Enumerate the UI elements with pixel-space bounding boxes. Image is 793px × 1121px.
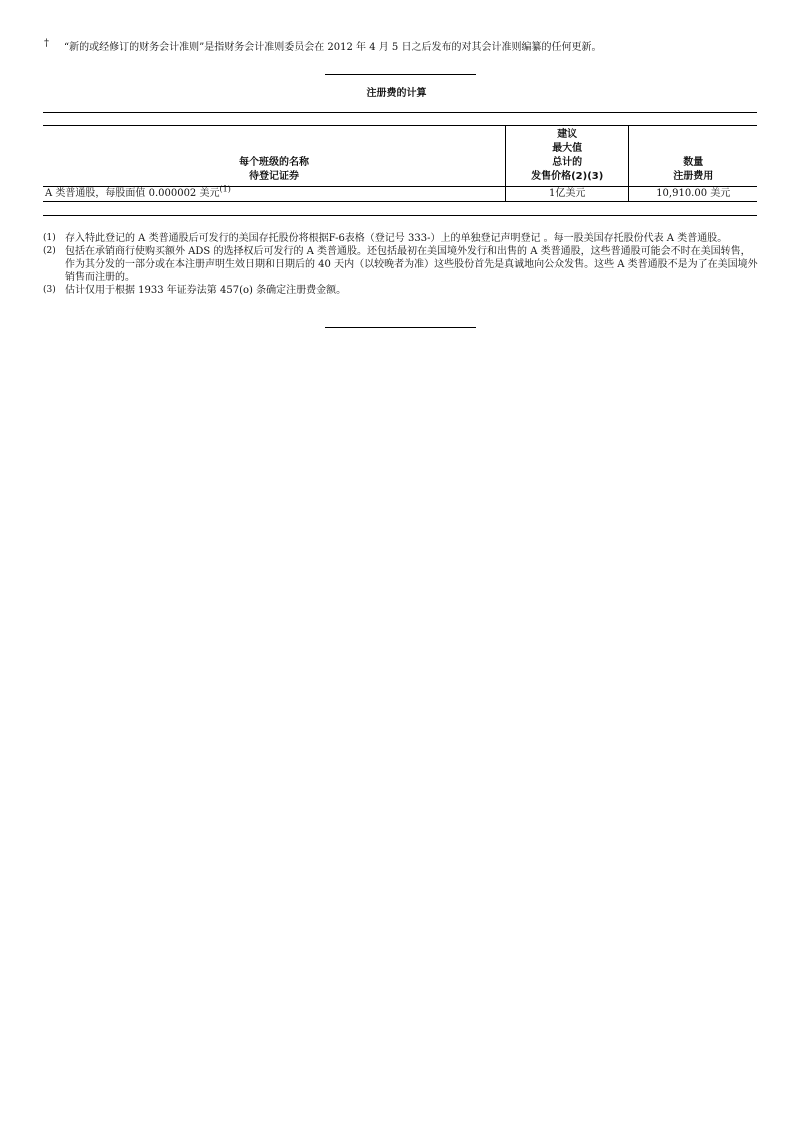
footnote-1-number: (1) — [43, 233, 56, 243]
footnote-1-text: 存入特此登记的 A 类普通股后可发行的美国存托股份将根据F-6表格（登记号 333-）上的单独登记声明登记 。每一股美国存托股份代表 A 类普通股。 — [65, 233, 728, 244]
footnote-3 — [43, 284, 759, 297]
bottom-divider — [325, 327, 476, 328]
header-price-line-3: 总计的 — [552, 157, 583, 168]
footnote-2-number: (2) — [43, 246, 56, 256]
header-registration-fee — [629, 126, 757, 187]
footnote-2-text: 包括在承销商行使购买额外 ADS 的选择权后可发行的 A 类普通股。还包括最初在美国境外发行和出售的 A 类普通股，这些普通股可能会不时在美国转售，作为其分发的一部分或在本注册声明生效日期和日期后的 40 天内（以较晚者为准）这些股份首先是真诚地向公众发售。这些 A 类普通股不是为了在美国境外销售而注册的。 — [65, 246, 758, 283]
fee-table-container — [43, 125, 757, 202]
section-title: 注册费的计算 — [366, 88, 427, 99]
table-top-rule — [43, 112, 757, 113]
dagger-mark: † — [44, 38, 49, 49]
header-price-line-2: 最大值 — [552, 143, 583, 154]
dagger-footnote-text: “新的或经修订的财务会计准则”是指财务会计准则委员会在 2012 年 4 月 5 日之后发布的对其会计准则编纂的任何更新。 — [64, 42, 602, 53]
header-fee-line-2: 注册费用 — [673, 171, 714, 182]
footnote-ref-1: (1) — [219, 184, 231, 194]
footnote-3-number: (3) — [43, 285, 56, 295]
row-security-class — [43, 184, 505, 202]
table-row — [43, 187, 757, 202]
footnote-2 — [43, 245, 759, 284]
header-class-line-1: 每个班级的名称 — [238, 157, 309, 168]
footnote-1 — [43, 232, 759, 245]
header-fee-line-1: 数量 — [683, 157, 704, 168]
row-max-offering-price: 1亿美元 — [505, 187, 629, 202]
table-bottom-rule — [43, 215, 757, 216]
row-registration-fee: 10,910.00 美元 — [629, 187, 757, 202]
header-price-line-4: 发售价格(2)(3) — [531, 171, 604, 182]
row-security-class-text: A 类普通股，每股面值 0.000002 美元 — [45, 188, 220, 199]
header-class-title — [43, 126, 505, 187]
top-divider — [325, 74, 476, 75]
footnote-3-text: 估计仅用于根据 1933 年证券法第 457(o) 条确定注册费金额。 — [65, 285, 347, 296]
table-header-row — [43, 126, 757, 187]
registration-fee-table — [43, 125, 757, 202]
footnotes-list — [43, 232, 759, 297]
header-max-offering-price — [505, 126, 629, 187]
header-class-line-2: 待登记证券 — [248, 171, 299, 182]
header-price-line-1: 建议 — [557, 129, 578, 140]
